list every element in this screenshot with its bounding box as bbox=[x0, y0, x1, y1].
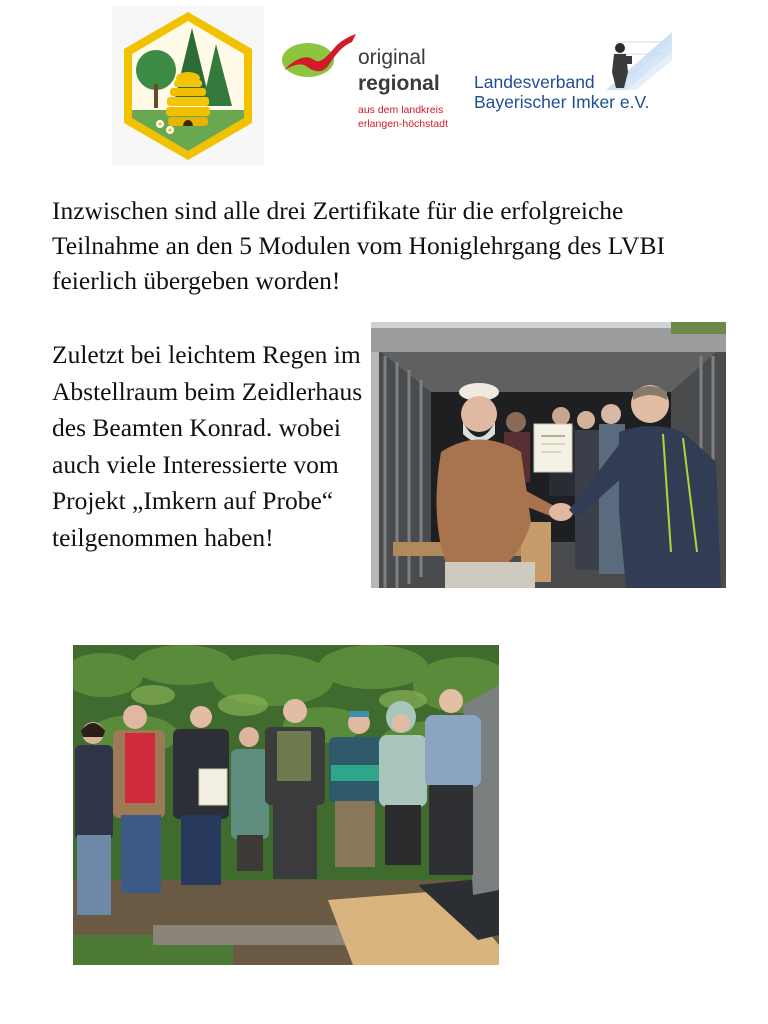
lvbi-line-1: Landesverband bbox=[474, 72, 595, 92]
headline-paragraph: Inzwischen sind alle drei Zertifikate für die erfolgreiche Teilnahme an den 5 Modulen vom Honiglehrgang des LVBI feierlich übergeben worden! bbox=[52, 196, 665, 295]
regional-swoosh-icon bbox=[278, 28, 358, 88]
regional-line-4: erlangen-höchstadt bbox=[358, 118, 448, 130]
lvbi-logo bbox=[468, 32, 678, 122]
original-regional-logo bbox=[278, 28, 458, 138]
lvbi-line-2: Bayerischer Imker e.V. bbox=[474, 92, 650, 112]
regional-line-1: original bbox=[358, 46, 426, 69]
certificate-handover-photo bbox=[371, 322, 726, 588]
regional-line-3: aus dem landkreis bbox=[358, 104, 444, 116]
regional-line-2: regional bbox=[358, 72, 440, 95]
group-photo bbox=[73, 645, 499, 965]
body-paragraph: Zuletzt bei leichtem Regen im Abstellraum beim Zeidlerhaus des Beamten Konrad. wobei auch viele Interessierte vom Projekt „Imkern auf Probe“ teilgenommen haben! bbox=[52, 340, 363, 552]
beekeepers-logo bbox=[112, 6, 264, 166]
lvbi-emblem-icon bbox=[586, 32, 672, 92]
